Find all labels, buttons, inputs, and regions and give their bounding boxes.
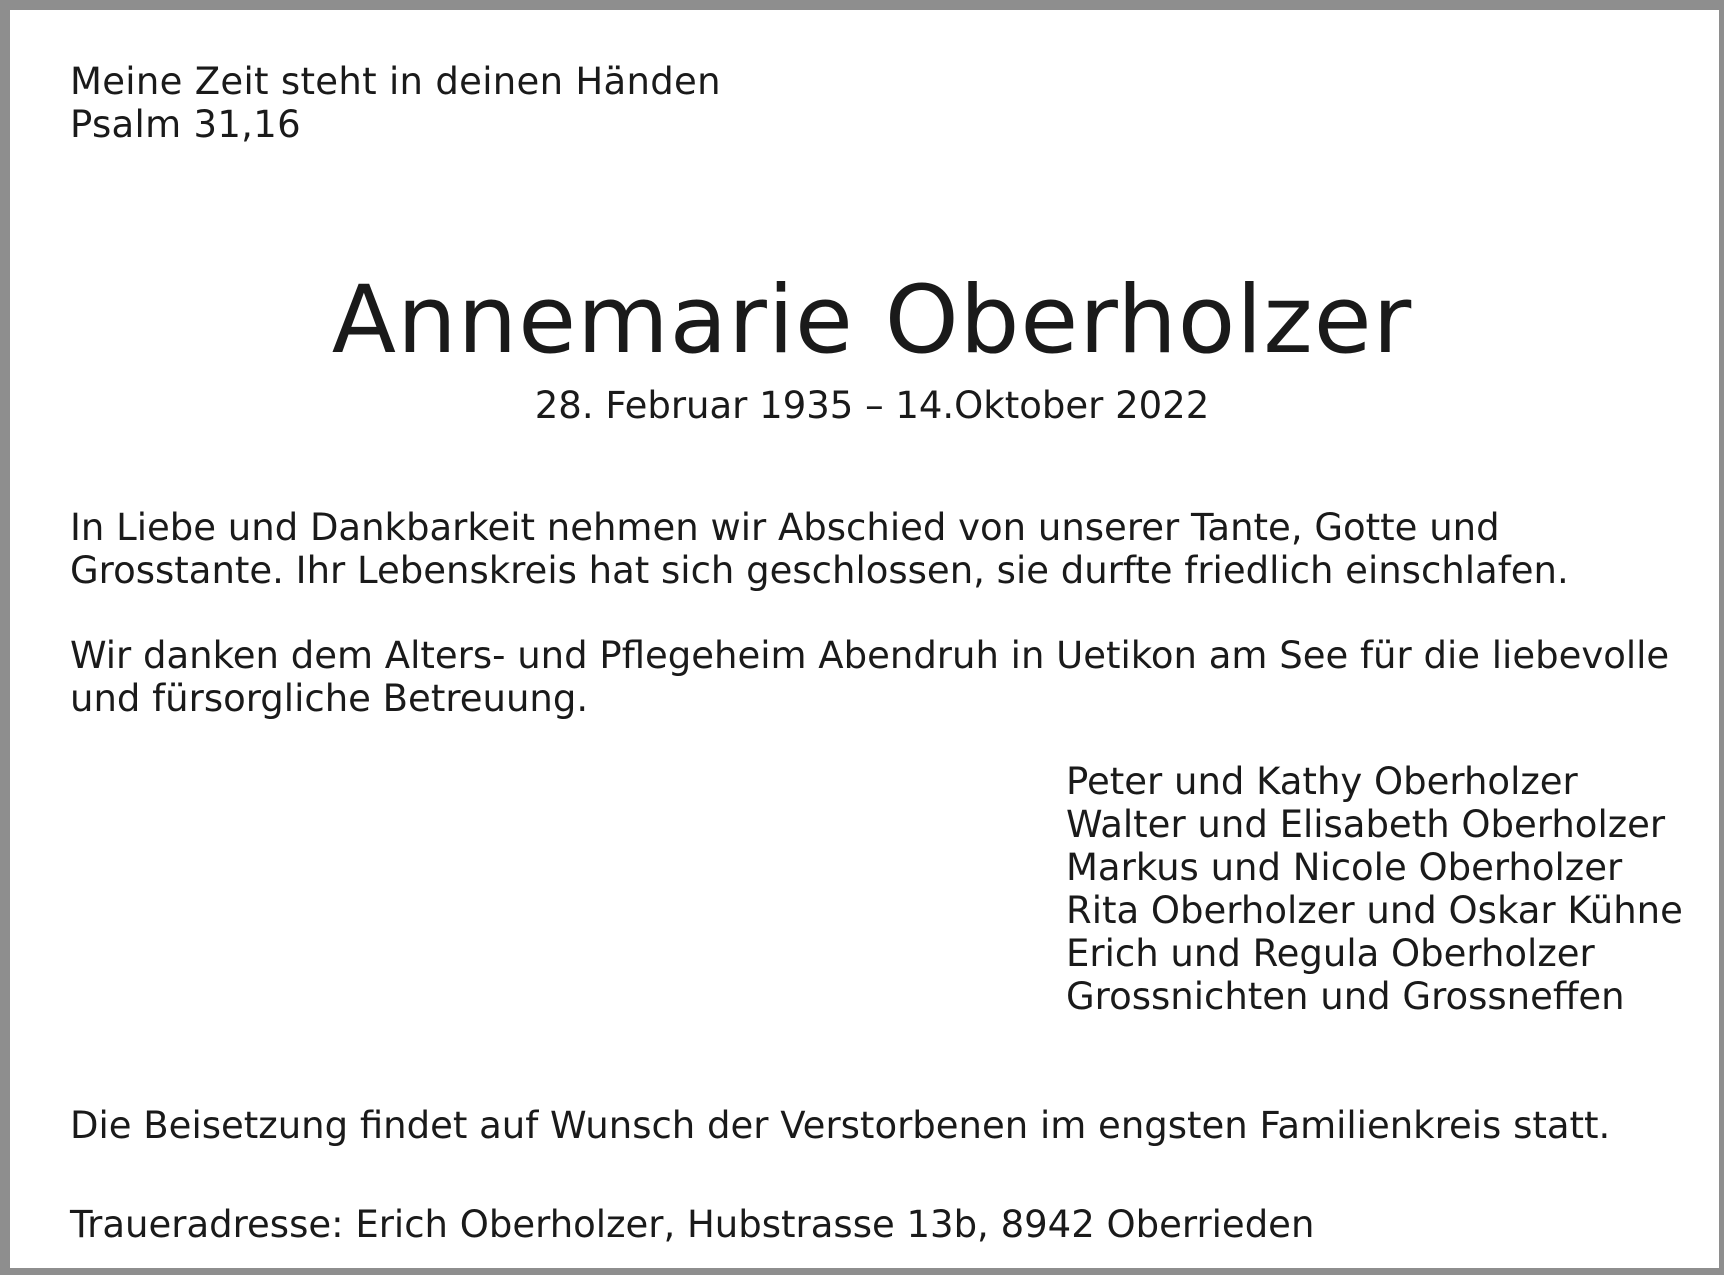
farewell-paragraph	[70, 506, 1569, 592]
bible-verse-reference: Psalm 31,16	[70, 103, 301, 146]
life-dates: 28. Februar 1935 – 14.Oktober 2022	[534, 384, 1210, 427]
mourner-entry: Peter und Kathy Oberholzer	[1066, 760, 1578, 803]
thanks-line-2: und fürsorgliche Betreuung.	[70, 677, 589, 720]
farewell-line-1: In Liebe und Dankbarkeit nehmen wir Abschied von unserer Tante, Gotte und	[70, 506, 1500, 549]
mourner-entry: Walter und Elisabeth Oberholzer	[1066, 803, 1666, 846]
mourning-address: Traueradresse: Erich Oberholzer, Hubstrasse 13b, 8942 Oberrieden	[70, 1203, 1315, 1246]
burial-notice: Die Beisetzung findet auf Wunsch der Verstorbenen im engsten Familienkreis statt.	[70, 1104, 1611, 1147]
mourner-entry: Rita Oberholzer und Oskar Kühne	[1066, 889, 1683, 932]
mourners-list	[1066, 760, 1683, 1018]
mourner-entry: Markus und Nicole Oberholzer	[1066, 846, 1623, 889]
bible-verse	[70, 60, 721, 146]
bible-verse-text: Meine Zeit steht in deinen Händen	[70, 60, 721, 103]
farewell-line-2: Grosstante. Ihr Lebenskreis hat sich geschlossen, sie durfte friedlich einschlafen.	[70, 549, 1569, 592]
mourner-entry: Grossnichten und Grossneffen	[1066, 975, 1625, 1018]
mourner-entry: Erich und Regula Oberholzer	[1066, 932, 1595, 975]
deceased-name: Annemarie Oberholzer	[331, 266, 1413, 375]
thanks-line-1: Wir danken dem Alters- und Pflegeheim Abendruh in Uetikon am See für die liebevolle	[70, 634, 1670, 677]
thanks-paragraph	[70, 634, 1669, 720]
